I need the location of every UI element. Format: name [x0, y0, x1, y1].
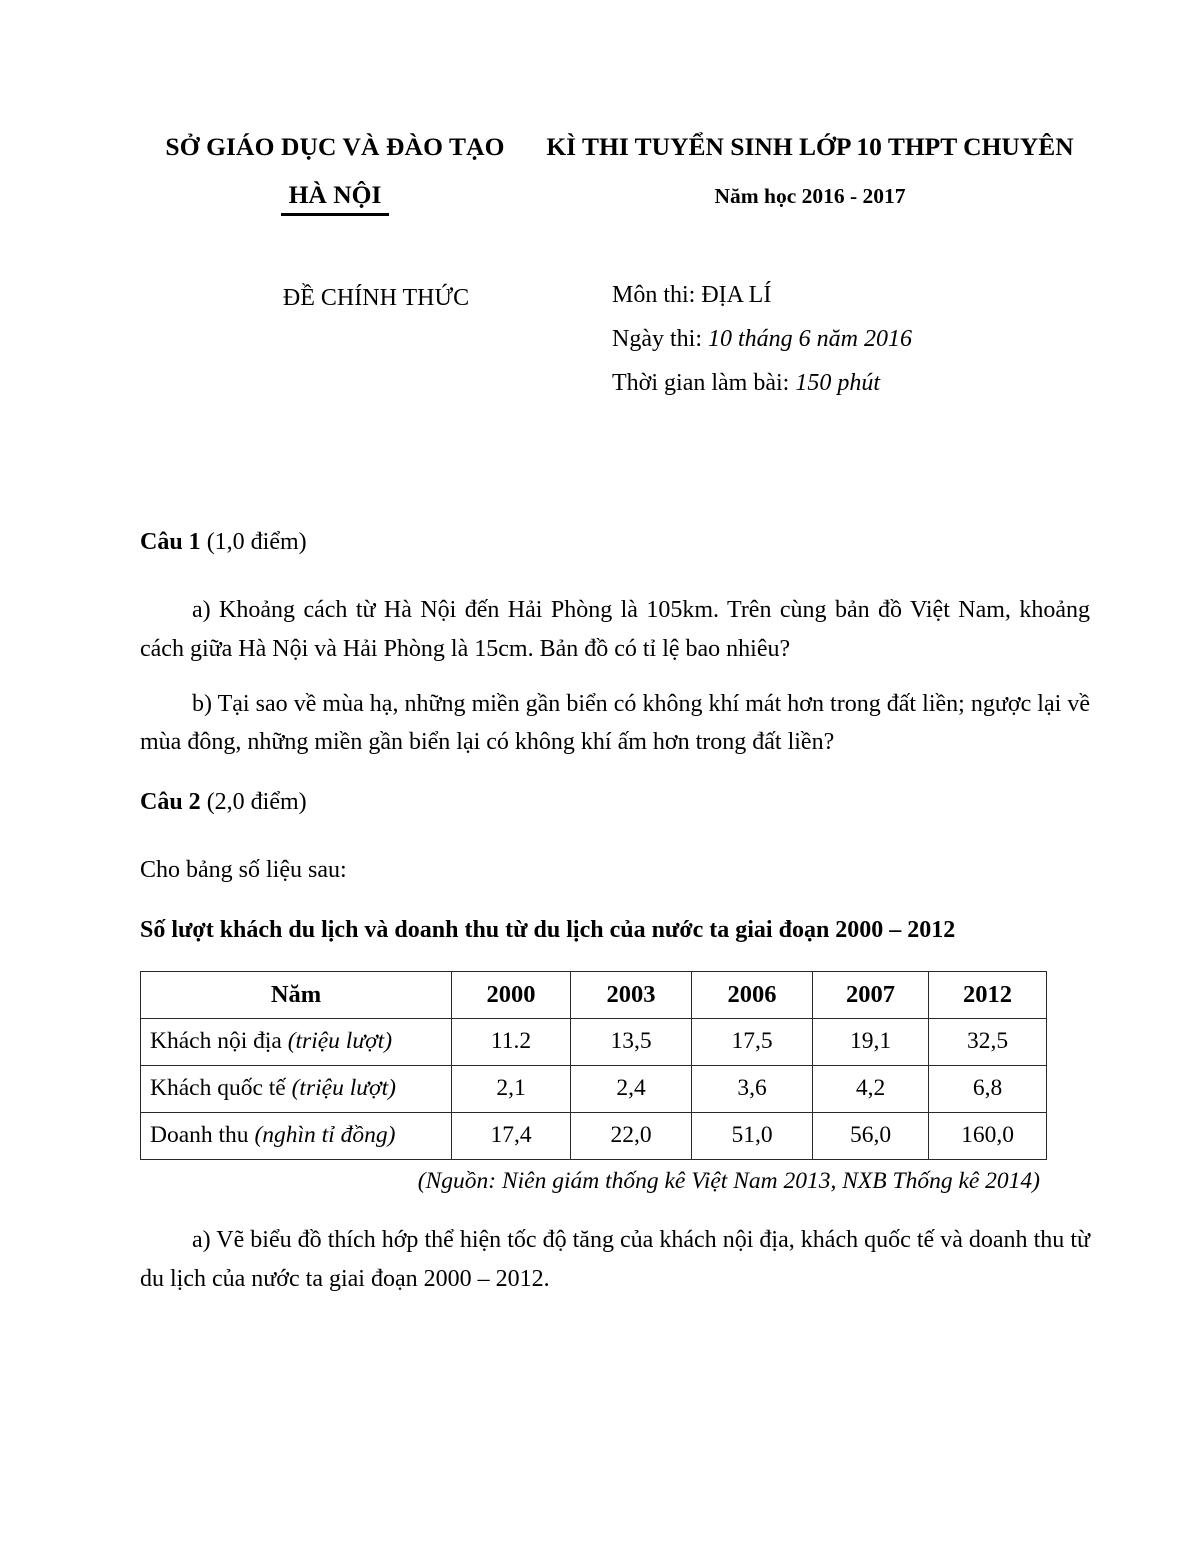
exam-subject-value: ĐỊA LÍ: [701, 282, 772, 308]
exam-duration-value: 150 phút: [795, 370, 880, 396]
cell-international-2007: 4,2: [813, 1065, 929, 1112]
cell-revenue-2000: 17,4: [452, 1112, 571, 1159]
question-1-part-a: a) Khoảng cách từ Hà Nội đến Hải Phòng là 105km. Trên cùng bản đồ Việt Nam, khoảng cách giữa Hà Nội và Hải Phòng là 15cm. Bản đồ có tỉ lệ bao nhiêu?: [140, 596, 1090, 662]
exam-subject-line: [612, 283, 1090, 307]
data-table-source: (Nguồn: Niên giám thống kê Việt Nam 2013, NXB Thống kê 2014): [417, 1167, 1040, 1194]
header-exam-block: [530, 132, 1090, 209]
cell-international-2003: 2,4: [571, 1065, 692, 1112]
row-label-unit: (triệu lượt): [287, 1028, 393, 1055]
exam-date-label: Ngày thi:: [612, 326, 708, 352]
cell-domestic-2000: 11.2: [452, 1018, 571, 1065]
row-label-text: Khách quốc tế: [150, 1075, 292, 1102]
table-row: [141, 1112, 1047, 1159]
table-header-year-2003: 2003: [571, 971, 692, 1018]
spacer: [140, 1195, 1090, 1221]
cell-revenue-2012: 160,0: [929, 1112, 1047, 1159]
question-2-number: Câu 2: [140, 789, 201, 816]
issuer-city-underlined: HÀ NỘI: [281, 180, 390, 216]
table-row-label-revenue: [141, 1112, 452, 1159]
table-row-label-international: [141, 1065, 452, 1112]
exam-school-year: Năm học 2016 - 2017: [714, 184, 906, 209]
table-body: [141, 1018, 1047, 1159]
spacer: [140, 669, 1090, 685]
row-label-unit: (triệu lượt): [291, 1075, 396, 1102]
question-1-number: Câu 1: [140, 529, 201, 555]
official-paper-label: ĐỀ CHÍNH THỨC: [282, 285, 470, 311]
exam-duration-line: [612, 371, 1090, 395]
cell-domestic-2006: 17,5: [692, 1018, 813, 1065]
data-table-title: Số lượt khách du lịch và doanh thu từ du lịch của nước ta giai đoạn 2000 – 2012: [140, 916, 956, 943]
document-header: [140, 132, 1090, 216]
document-body: [140, 528, 1090, 1299]
table-header-year-2012: 2012: [929, 971, 1047, 1018]
cell-revenue-2007: 56,0: [813, 1112, 929, 1159]
exam-details: [612, 283, 1090, 395]
question-2-points: (2,0 điểm): [200, 789, 307, 816]
spacer: [140, 890, 1090, 916]
cell-revenue-2003: 22,0: [571, 1112, 692, 1159]
cell-domestic-2007: 19,1: [813, 1018, 929, 1065]
table-header-year-2007: 2007: [813, 971, 929, 1018]
row-label-unit: (nghìn tỉ đồng): [254, 1122, 396, 1149]
table-head: [141, 971, 1047, 1018]
cell-domestic-2012: 32,5: [929, 1018, 1047, 1065]
question-1-part-b: b) Tại sao về mùa hạ, những miền gần biển có không khí mát hơn trong đất liền; ngược lại về mùa đông, những miền gần biển lại có không khí ấm hơn trong đất liền?: [140, 690, 1090, 756]
header-issuer-block: [140, 132, 530, 216]
question-2-part-a: a) Vẽ biểu đồ thích hớp thể hiện tốc độ tăng của khách nội địa, khách quốc tế và doanh thu từ du lịch của nước ta giai đoạn 2000 – 2012.: [140, 1226, 1090, 1292]
exam-subject-label: Môn thi:: [612, 282, 702, 308]
cell-revenue-2006: 51,0: [692, 1112, 813, 1159]
tourism-data-table: [140, 971, 1047, 1160]
question-1-heading: [140, 528, 1090, 557]
cell-international-2012: 6,8: [929, 1065, 1047, 1112]
spacer: [140, 762, 1090, 788]
row-label-text: Doanh thu: [150, 1122, 255, 1149]
exam-date-value: 10 tháng 6 năm 2016: [708, 326, 912, 352]
cell-international-2006: 3,6: [692, 1065, 813, 1112]
table-corner-header: Năm: [141, 971, 452, 1018]
table-header-row: [141, 971, 1047, 1018]
data-table-wrapper: [140, 971, 1040, 1195]
cell-domestic-2003: 13,5: [571, 1018, 692, 1065]
exam-date-line: [612, 327, 1090, 351]
spacer: [140, 557, 1090, 591]
question-1-points: (1,0 điểm): [200, 529, 307, 555]
issuer-city: [281, 180, 390, 216]
table-row-label-domestic: [141, 1018, 452, 1065]
cell-international-2000: 2,1: [452, 1065, 571, 1112]
exam-duration-label: Thời gian làm bài:: [612, 370, 796, 396]
table-row: [141, 1018, 1047, 1065]
table-header-year-2000: 2000: [452, 971, 571, 1018]
exam-title: KÌ THI TUYỂN SINH LỚP 10 THPT CHUYÊN: [546, 132, 1074, 161]
row-label-text: Khách nội địa: [150, 1028, 288, 1055]
table-row: [141, 1065, 1047, 1112]
exam-meta-block: [140, 283, 1090, 395]
question-2-heading: [140, 788, 1090, 817]
spacer: [140, 817, 1090, 851]
issuer-department: SỞ GIÁO DỤC VÀ ĐÀO TẠO: [165, 132, 505, 161]
question-2-intro: Cho bảng số liệu sau:: [140, 857, 347, 884]
table-header-year-2006: 2006: [692, 971, 813, 1018]
